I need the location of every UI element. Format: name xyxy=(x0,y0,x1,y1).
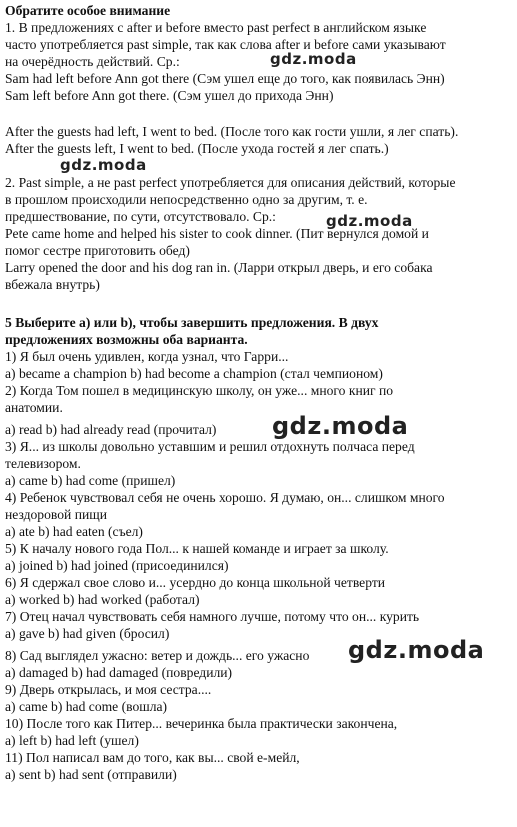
note-line: 2. Past simple, а не past perfect употребляется для описания действий, которые xyxy=(5,175,456,190)
note-line: Pete came home and helped his sister to cook dinner. (Пит вернулся домой и xyxy=(5,226,429,241)
note-line: помог сестре приготовить обед) xyxy=(5,243,190,258)
exercise-title: предложениях возможны оба варианта. xyxy=(5,332,248,347)
exercise-line: 5) К началу нового года Пол... к нашей команде и играет за школу. xyxy=(5,541,389,556)
exercise-line: 11) Пол написал вам до того, как вы... свой е-мейл, xyxy=(5,750,300,765)
note-line: After the guests had left, I went to bed. (После того как гости ушли, я лег спать). xyxy=(5,124,459,139)
watermark: gdz.moda xyxy=(348,636,485,664)
exercise-line: нездоровой пищи xyxy=(5,507,107,522)
exercise-line: 8) Сад выглядел ужасно: ветер и дождь... его ужасно xyxy=(5,648,310,663)
exercise-line: 1) Я был очень удивлен, когда узнал, что Гарри... xyxy=(5,349,289,364)
exercise-line: 9) Дверь открылась, и моя сестра.... xyxy=(5,682,212,697)
exercise-line: a) damaged b) had damaged (повредили) xyxy=(5,665,233,680)
exercise-line: a) worked b) had worked (работал) xyxy=(5,592,200,607)
exercise-line: 6) Я сдержал свое слово и... усердно до конца школьной четверти xyxy=(5,575,386,590)
note-line: часто употребляется past simple, так как слова after и before сами указывают xyxy=(5,37,446,52)
exercise-line: 2) Когда Том пошел в медицинскую школу, он уже... много книг по xyxy=(5,383,394,398)
exercise-line: a) left b) had left (ушел) xyxy=(5,733,139,748)
note-line: Larry opened the door and his dog ran in. (Ларри открыл дверь, и его собака xyxy=(5,260,433,275)
exercise-line: 4) Ребенок чувствовал себя не очень хорошо. Я думаю, он... слишком много xyxy=(5,490,445,505)
exercise-title: 5 Выберите a) или b), чтобы завершить предложения. В двух xyxy=(5,315,379,330)
exercise-line: a) read b) had already read (прочитал) xyxy=(5,422,217,437)
exercise-line: 7) Отец начал чувствовать себя намного лучше, потому что он... курить xyxy=(5,609,420,624)
note-line: на очерёдность действий. Ср.: xyxy=(5,54,180,69)
note-line: предшествование, по сути, отсутствовало. Ср.: xyxy=(5,209,276,224)
watermark: gdz.moda xyxy=(272,412,409,440)
exercise-line: 3) Я... из школы довольно уставшим и решил отдохнуть полчаса перед xyxy=(5,439,415,454)
note-line: Sam had left before Ann got there (Сэм ушел еще до того, как появилась Энн) xyxy=(5,71,445,86)
exercise-line: a) joined b) had joined (присоединился) xyxy=(5,558,229,573)
watermark: gdz.moda xyxy=(270,50,357,68)
exercise-line: a) came b) had come (вошла) xyxy=(5,699,168,714)
note-line: вбежала внутрь) xyxy=(5,277,100,292)
note-line: 1. В предложениях с after и before вместо past perfect в английском языке xyxy=(5,20,427,35)
exercise-line: a) sent b) had sent (отправили) xyxy=(5,767,177,782)
exercise-line: a) came b) had come (пришел) xyxy=(5,473,176,488)
exercise-line: анатомии. xyxy=(5,400,63,415)
exercise-line: a) became a champion b) had become a champion (стал чемпионом) xyxy=(5,366,383,381)
watermark: gdz.moda xyxy=(60,156,147,174)
note-line: Sam left before Ann got there. (Сэм ушел до прихода Энн) xyxy=(5,88,334,103)
exercise-line: a) ate b) had eaten (съел) xyxy=(5,524,143,539)
exercise-line: a) gave b) had given (бросил) xyxy=(5,626,170,641)
watermark: gdz.moda xyxy=(326,212,413,230)
note-heading: Обратите особое внимание xyxy=(5,3,171,18)
exercise-line: 10) После того как Питер... вечеринка была практически закончена, xyxy=(5,716,398,731)
exercise-line: телевизором. xyxy=(5,456,81,471)
note-line: в прошлом происходили непосредственно одно за другим, т. е. xyxy=(5,192,368,207)
note-line: After the guests left, I went to bed. (После ухода гостей я лег спать.) xyxy=(5,141,389,156)
